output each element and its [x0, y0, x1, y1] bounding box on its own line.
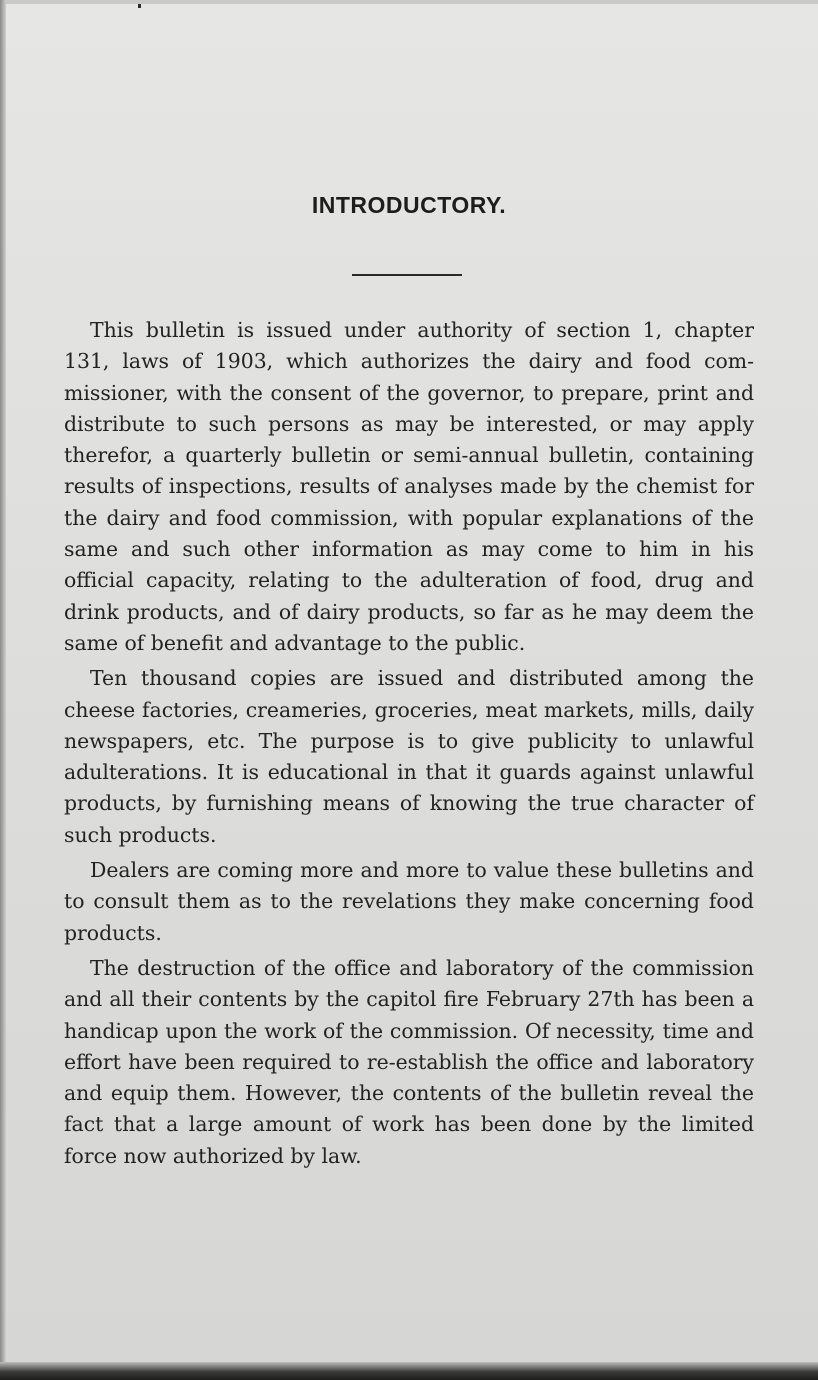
paragraph-distribution: Ten thousand copies are issued and distributed among the cheese factories, creameries, groceries, meat markets, mills, daily newspapers, etc. The purpose is to give publicity to unlawful adulterations. It is educational in that it guards against unlawful products, by furnishing means of knowing the true character of such products.: [64, 666, 754, 847]
body-text: [64, 315, 754, 1176]
print-speck: [138, 4, 141, 8]
page-top-edge: [0, 0, 818, 4]
page-bottom-edge: [0, 1362, 818, 1380]
paragraph-authority: This bulletin is issued under authority of section 1, chapter 131, laws of 1903, which authorizes the dairy and food commissioner, with the consent of the governor, to prepare, print and distribute to such persons as may be interested, or may apply therefor, a quarterly bulletin or semi-annual bulletin, containing results of inspections, results of analyses made by the chemist for the dairy and food commission, with popular explanations of the same and such other information as may come to him in his official capacity, relating to the adulteration of food, drug and drink products, and of dairy products, so far as he may deem the same of benefit and advantage to the public.: [64, 318, 754, 655]
paragraph-dealers: Dealers are coming more and more to value these bulletins and to consult them as to the revelations they make concerning food products.: [64, 858, 754, 945]
paragraph-capitol-fire: The destruction of the office and laboratory of the commission and all their contents by the capitol fire February 27th has been a handicap upon the work of the commission. Of necessity, time and effort have been required to re-establish the office and laboratory and equip them. However, the contents of the bulletin reveal the fact that a large amount of work has been done by the limited force now authorized by law.: [64, 955, 754, 1168]
title-rule: [352, 274, 462, 276]
page-title: INTRODUCTORY.: [311, 192, 507, 218]
